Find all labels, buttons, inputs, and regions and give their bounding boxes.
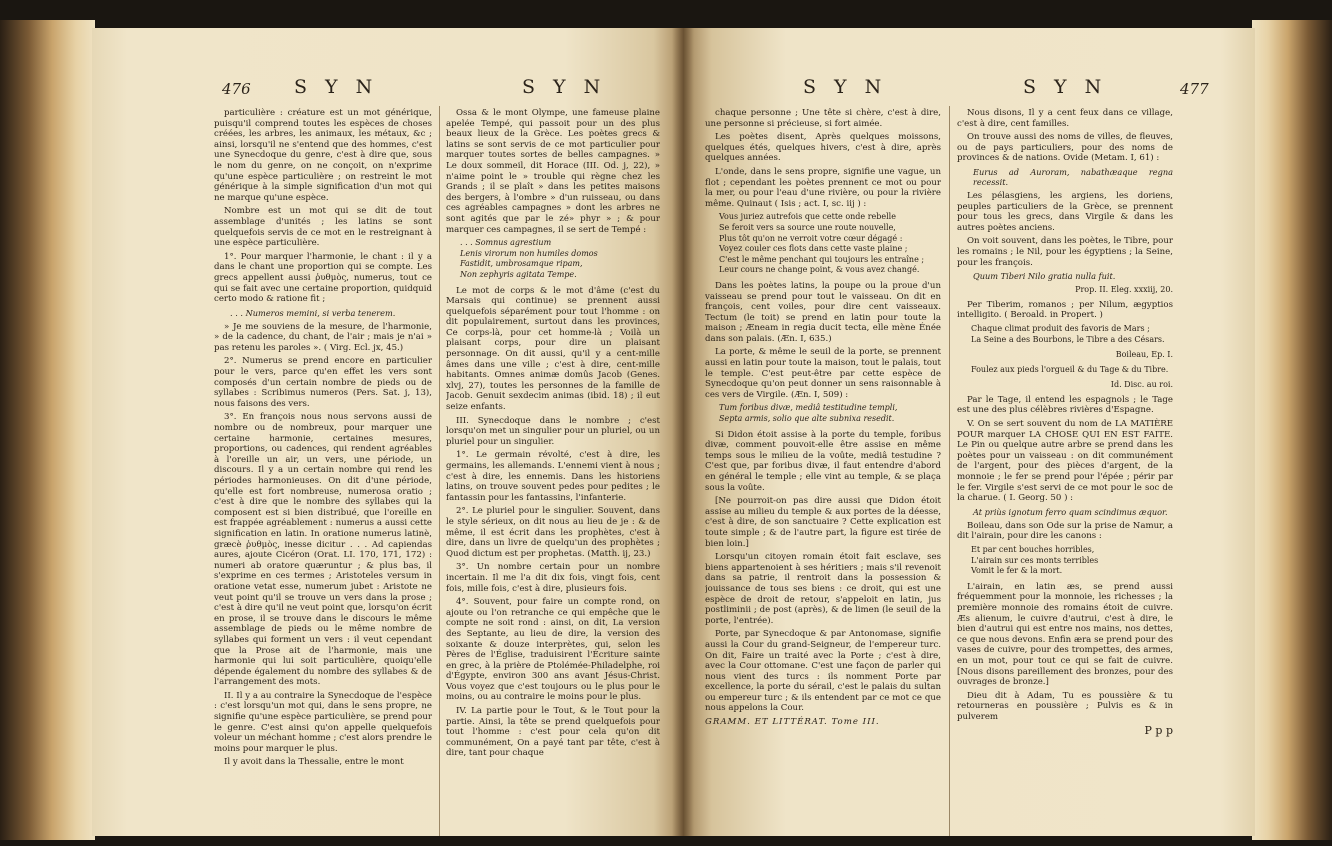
verse-line: Fastidit, umbrosamque ripam, xyxy=(460,259,583,269)
left-column-1 xyxy=(214,108,432,828)
left-page xyxy=(92,28,683,836)
page-number-left: 476 xyxy=(222,80,251,98)
paragraph: Nombre est un mot qui se dit de tout assemblage d'unités ; les latins se sont quelquefois servis de ce mot en le restreignant à une espèce particulière. xyxy=(214,206,432,249)
verse-block xyxy=(957,545,1173,577)
book-gutter xyxy=(672,28,694,836)
paragraph: 2°. Le pluriel pour le singulier. Souvent, dans le style sérieux, on dit nous au lieu de je : & de même, il est écrit dans les prophètes, c'est à dire, dans un livre de quelqu'un des prophètes ; Quod dictum est per prophetas. (Matth. ij, 23.) xyxy=(446,506,660,559)
paragraph: chaque personne ; Une tête si chère, c'est à dire, une personne si précieuse, si fort aimée. xyxy=(705,108,941,129)
verse-line: Septa armis, solio que alte subnixa resedit. xyxy=(719,414,895,424)
paragraph: IV. La partie pour le Tout, & le Tout pour la partie. Ainsi, la tête se prend quelquefois pour tout l'homme : c'est pour cela qu'on dit communément, On a payé tant par tête, c'est à dire, tant pour chaque xyxy=(446,706,660,759)
citation: Prop. II. Eleg. xxxiij, 20. xyxy=(1075,285,1173,295)
verse-line: Tum foribus divæ, mediâ testitudine templi, xyxy=(719,403,898,413)
paragraph: Les poètes disent, Après quelques moissons, quelques étés, quelques hivers, c'est à dire, après quelques années. xyxy=(705,132,941,164)
paragraph: Le mot de corps & le mot d'âme (c'est du Marsais qui continue) se prennent aussi quelquefois séparément pour tout l'homme : on dit populairement, surtout dans les provinces, Ce corps-là, pour cet homme-là ; Voilà un plaisant corps, pour dire un plaisant personnage. On dit aussi, qu'il y a cent-mille âmes dans une ville ; c'est à dire, cent-mille habitants. Omnes animæ domûs Jacob (Genes. xlvj, 27), toutes les personnes de la famille de Jacob. Genuit sexdecim animas (ibid. 18) ; il eut seize enfants. xyxy=(446,285,660,413)
latin-quote: Quum Tiberi Nilo gratia nulla fuit. xyxy=(973,271,1116,282)
paragraph: Si Didon étoit assise à la porte du temple, foribus divæ, comment pouvoit-elle être assise en même temps sous le milieu de la voûte, mediâ testudine ? C'est que, par foribus divæ, il faut entendre d'abord en général le temple ; elle vint au temple, & se plaça sous la voûte. xyxy=(705,429,941,493)
verse-line: Vous juriez autrefois que cette onde rebelle xyxy=(719,212,896,222)
signature-line: GRAMM. ET LITTÉRAT. Tome III. xyxy=(705,717,880,728)
verse-line: Chaque climat produit des favoris de Mars ; xyxy=(971,323,1150,333)
right-page xyxy=(683,28,1255,836)
paragraph: particulière : créature est un mot générique, puisqu'il comprend toutes les espèces de choses créées, les arbres, les animaux, les métaux, &c ; ainsi, lorsqu'il ne s'entend que des hommes, c'est une Synecdoque du genre, c'est à dire que, sous le nom du genre, on ne conçoit, on n'exprime qu'une espèce particulière ; on restreint le mot générique à la simple signification d'un mot qui ne marque qu'une espèce. xyxy=(214,108,432,203)
paragraph: II. Il y a au contraire la Synecdoque de l'espèce : c'est lorsqu'un mot qui, dans le sens propre, ne signifie qu'une espèce particulière, se prend pour le genre. C'est ainsi qu'on appelle quelquefois voleur un méchant homme ; c'est alors prendre le moins pour marquer le plus. xyxy=(214,690,432,754)
right-column-2 xyxy=(957,108,1173,828)
citation: Boileau, Ep. I. xyxy=(1115,350,1173,360)
paragraph: 3°. Un nombre certain pour un nombre incertain. Il me l'a dit dix fois, vingt fois, cent fois, mille fois, c'est à dire, plusieurs fois. xyxy=(446,562,660,594)
verse-line: Vomit le fer & la mort. xyxy=(971,566,1063,576)
paragraph: Il y avoit dans la Thessalie, entre le mont xyxy=(224,757,404,768)
paragraph: Par le Tage, il entend les espagnols ; le Tage est une des plus célèbres rivières d'Espagne. xyxy=(957,394,1173,416)
paragraph: Dieu dit à Adam, Tu es poussière & tu retourneras en poussière ; Pulvis es & in pulverem xyxy=(957,690,1173,722)
paragraph: Nous disons, Il y a cent feux dans ce village, c'est à dire, cent familles. xyxy=(957,108,1173,129)
paragraph: Porte, par Synecdoque & par Antonomase, signifie aussi la Cour du grand-Seigneur, de l'empereur turc. On dit, Faire un traité avec la Porte ; c'est à dire, avec la Cour ottomane. C'est une façon de parler qui nous vient des turcs : ils nomment Porte par excellence, la porte du sérail, c'est le palais du sultan ou empereur turc ; & ils entendent par ce mot ce que nous appelons la Cour. xyxy=(705,629,941,714)
verse-line: L'airain sur ces monts terribles xyxy=(971,555,1099,565)
verse-line: Lenis virorum non humiles domos xyxy=(460,248,598,258)
running-header-right-col1: S Y N xyxy=(803,76,888,98)
paragraph: On trouve aussi des noms de villes, de fleuves, ou de pays particuliers, pour des noms de provinces & de nations. Ovide (Metam. I, 61) : xyxy=(957,132,1173,164)
paragraph: [Ne pourroit-on pas dire aussi que Didon étoit assise au milieu du temple & aux portes de la déesse, c'est à dire, de son sanctuaire ? Cette explication est toute simple ; & de l'autre part, la figure est tirée de bien loin.] xyxy=(705,496,941,549)
verse-line: La Seine a des Bourbons, le Tibre a des Césars. xyxy=(971,334,1165,344)
verse-line: Leur cours ne change point, & vous avez changé. xyxy=(719,265,920,275)
left-page-edges xyxy=(0,20,95,840)
running-header-left-col2: S Y N xyxy=(522,76,607,98)
verse-line: Et par cent bouches horribles, xyxy=(971,545,1095,554)
citation: Id. Disc. au roi. xyxy=(1110,380,1173,390)
paragraph: 3°. En françois nous nous servons aussi de nombre ou de nombreux, pour marquer une certaine harmonie, certaines mesures, proportions, ou cadences, qui rendent agréables à l'oreille un air, un vers, une période, un discours. Il y a un certain nombre qui rend les périodes harmonieuses. On dit d'une période, qu'elle est fort nombreuse, numerosa oratio ; c'est à dire que le nombre des syllabes qui la composent est si bien distribué, que l'oreille en est frappée agréablement : numerus a aussi cette signification en latin. In oratione numerus latinè, græcè ῥυθμὸς, inesse dicitur . . . Ad capiendas aures, ajoute Cicéron (Orat. LI. 170, 171, 172) : numeri ab oratore quæruntur ; & plus bas, il s'exprime en ces termes ; Aristoteles versum in oratione vetat esse, numerum jubet : Aristote ne veut point qu'il se trouve un vers dans la prose ; c'est à dire qu'il ne veut point que, lorsqu'on écrit en prose, il se trouve dans le discours le même assemblage de pieds ou le même nombre de syllabes qui forment un vers : il veut cependant que la Prose ait de l'harmonie, mais une harmonie qui lui soit particulière, quoiqu'elle dépende également du nombre des syllabes & de l'arrangement des mots. xyxy=(214,412,432,688)
verse-line: Voyez couler ces flots dans cette vaste plaine ; xyxy=(719,244,908,254)
paragraph: 1°. Pour marquer l'harmonie, le chant : il y a dans le chant une proportion qui se compte. Les grecs appellent aussi ῥυθμὸς, numerus, tout ce qui se fait avec une certaine proportion, quidquid certo modo & ratione fit ; xyxy=(214,251,432,305)
verse-line: Foulez aux pieds l'orgueil & du Tage & du Tibre. xyxy=(971,364,1169,374)
paragraph: » Je me souviens de la mesure, de l'harmonie, » de la cadence, du chant, de l'air ; mais je n'ai » pas retenu les paroles ». ( Virg. Ecl. jx, 45.) xyxy=(214,321,432,353)
paragraph: Lorsqu'un citoyen romain étoit fait esclave, ses biens appartenoient à ses héritiers ; mais s'il revenoit dans sa patrie, il rentroit dans la possession & jouissance de tous ses biens : ce droit, qui est une espèce de droit de retour, s'appeloit en latin, jus postliminii ; de post (après), & de limen (le seuil de la porte, l'entrée). xyxy=(705,552,941,626)
paragraph: 2°. Numerus se prend encore en particulier pour le vers, parce qu'en effet les vers sont composés d'un certain nombre de pieds ou de syllabes : Scribimus numeros (Pers. Sat. j, 13), nous faisons des vers. xyxy=(214,356,432,409)
running-header-left-col1: S Y N xyxy=(294,76,379,98)
latin-quote: At priùs ignotum ferro quam scindimus æquor. xyxy=(973,506,1168,517)
verse-line: . . . Somnus agrestium xyxy=(460,238,552,248)
paragraph: Ossa & le mont Olympe, une fameuse plaine apelée Tempé, qui passoit pour un des plus beaux lieux de la Grèce. Les poètes grecs & latins se sont servis de ce mot particulier pour marquer toutes sortes de belles campagnes. » Le doux sommeil, dit Horace (III. Od. j, 22), » n'aime point le » trouble qui règne chez les Grands ; il se plaît » dans les petites maisons des bergers, à l'ombre » d'un ruisseau, ou dans ces agréables campagnes » dont les arbres ne sont agités que par le zé» phyr » ; & pour marquer ces campagnes, il se sert de Tempé : xyxy=(446,108,660,235)
verse-block xyxy=(957,365,1173,376)
paragraph: III. Synecdoque dans le nombre ; c'est lorsqu'on met un singulier pour un pluriel, ou un pluriel pour un singulier. xyxy=(446,415,660,447)
verse-line: Non zephyris agitata Tempe. xyxy=(460,269,577,279)
verse-line: C'est le même penchant qui toujours les entraîne ; xyxy=(719,254,925,264)
paragraph: L'airain, en latin æs, se prend aussi fréquemment pour la monnoie, les richesses ; la première monnoie des romains étoit de cuivre. Æs alienum, le cuivre d'autrui, c'est à dire, le bien d'autrui qui est entre nos mains, nos dettes, ce que nous devons. Enfin æra se prend pour des vases de cuivre, pour des trompettes, des armes, en un mot, pour tout ce qui se fait de cuivre. [Nous disons pareillement des bronzes, pour des ouvrages de bronze.] xyxy=(957,581,1173,688)
paragraph: L'onde, dans le sens propre, signifie une vague, un flot ; cependant les poètes prennent ce mot ou pour la mer, ou pour l'eau d'une rivière, ou pour la rivière même. Quinaut ( Isis ; act. I, sc. iij ) : xyxy=(705,166,941,209)
page-number-right: 477 xyxy=(1180,80,1209,98)
latin-quote: Eurus ad Auroram, nabathæaque regna recessit. xyxy=(973,166,1173,187)
running-header-right-col2: S Y N xyxy=(1023,76,1108,98)
paragraph: Per Tiberim, romanos ; per Nilum, ægyptios intelligito. ( Beroald. in Propert. ) xyxy=(957,299,1173,321)
column-rule xyxy=(439,106,440,836)
verse-block xyxy=(705,212,941,276)
paragraph: On voit souvent, dans les poètes, le Tibre, pour les romains ; le Nil, pour les égyptiens ; la Seine, pour les françois. xyxy=(957,236,1173,268)
verse-block xyxy=(957,324,1173,345)
left-column-2 xyxy=(446,108,660,828)
verse-block xyxy=(446,238,660,280)
verse-block xyxy=(705,403,941,424)
verse-line: Plus tôt qu'on ne verroit votre cœur dégagé : xyxy=(719,233,903,243)
right-page-edges xyxy=(1252,20,1332,840)
paragraph: Dans les poètes latins, la poupe ou la proue d'un vaisseau se prend pour tout le vaisseau. On dit en françois, cent voiles, pour dire cent vaisseaux. Tectum (le toit) se prend en latin pour toute la maison ; Æneam in regia ducit tecta, elle mène Énée dans son palais. (Æn. I, 635.) xyxy=(705,280,941,344)
right-column-1 xyxy=(705,108,941,828)
paragraph: La porte, & même le seuil de la porte, se prennent aussi en latin pour toute la maison, tout le palais, tout le temple. C'est peut-être par cette espèce de Synecdoque qu'on peut donner un sens raisonnable à ces vers de Virgile. (Æn. I, 509) : xyxy=(705,347,941,400)
paragraph: 4°. Souvent, pour faire un compte rond, on ajoute ou l'on retranche ce qui empêche que le compte ne soit rond : ainsi, on dit, La version des Septante, au lieu de dire, la version des soixante & douze interprètes, qui, selon les Pères de l'Église, traduisirent l'Écriture sainte en grec, à la prière de Ptolémée-Philadelphe, roi d'Égypte, environ 300 ans avant Jésus-Christ. Vous voyez que c'est toujours ou le plus pour le moins, ou au contraire le moins pour le plus. xyxy=(446,597,660,703)
signature-mark: P p p xyxy=(1144,723,1173,737)
verse-line: Se feroit vers sa source une route nouvelle, xyxy=(719,222,896,232)
paragraph: V. On se sert souvent du nom de LA MATIÈRE POUR marquer LA CHOSE QUI EN EST FAITE. Le Pin ou quelque autre arbre se prend dans les poètes pour un vaisseau : on dit communément de l'argent, pour des pièces d'argent, de la monnoie ; le fer se prend pour l'épée ; périr par le fer. Virgile s'est servi de ce mot pour le soc de la charue. ( I. Georg. 50 ) : xyxy=(957,419,1173,504)
paragraph: Les pélasgiens, les argiens, les doriens, peuples particuliers de la Grèce, se prennent pour tous les grecs, dans Virgile & dans les autres poètes anciens. xyxy=(957,190,1173,233)
latin-quote: . . . Numeros memini, si verba tenerem. xyxy=(230,307,396,318)
paragraph: 1°. Le germain révolté, c'est à dire, les germains, les allemands. L'ennemi vient à nous ; c'est à dire, les ennemis. Dans les historiens latins, on trouve souvent pedes pour pedites ; le fantassin pour les fantassins, l'infanterie. xyxy=(446,450,660,503)
paragraph: Boileau, dans son Ode sur la prise de Namur, a dit l'airain, pour dire les canons : xyxy=(957,520,1173,542)
column-rule xyxy=(949,106,950,836)
